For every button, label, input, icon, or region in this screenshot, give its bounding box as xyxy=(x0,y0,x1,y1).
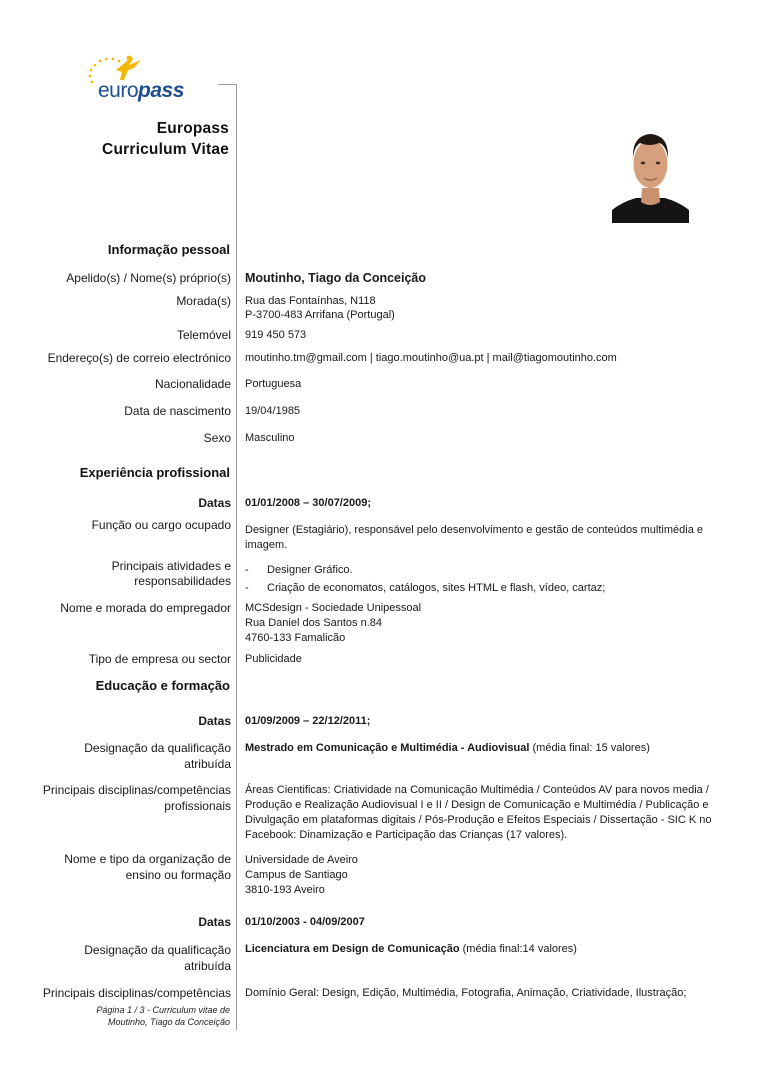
footer-line1: Página 1 / 3 - Curriculum vitae de xyxy=(96,1005,230,1015)
value-edu1-dates: 01/09/2009 – 22/12/2011; xyxy=(245,715,371,727)
value-sex: Masculino xyxy=(245,432,295,444)
logo-text-bold: pass xyxy=(138,79,184,102)
label-birthdate: Data de nascimento xyxy=(124,404,231,418)
bullet-dash: - xyxy=(245,582,249,594)
value-email[interactable]: moutinho.tm@gmail.com | tiago.moutinho@ua.pt | mail@tiagomoutinho.com xyxy=(245,352,617,364)
label-edu1-disc-line2: profissionais xyxy=(164,799,231,813)
label-edu2-dates: Datas xyxy=(198,915,231,929)
label-edu1-qual-line1: Designação da qualificação xyxy=(84,741,231,755)
profile-photo xyxy=(612,118,689,223)
label-sex: Sexo xyxy=(203,431,231,445)
value-employer-line3: 4760-133 Famalicão xyxy=(245,632,346,644)
edu1-qual-bold: Mestrado em Comunicação e Multimédia - Audiovisual xyxy=(245,742,530,754)
value-nationality: Portuguesa xyxy=(245,378,302,390)
value-employer-line2: Rua Daniel dos Santos n.84 xyxy=(245,617,382,629)
value-birthdate: 19/04/1985 xyxy=(245,405,301,417)
label-activities-line2: responsabilidades xyxy=(134,574,231,588)
cv-divider-tick xyxy=(218,84,237,85)
value-role-line1: Designer (Estagiário), responsável pelo desenvolvimento e gestão de conteúdos multimédia e xyxy=(245,524,703,536)
value-role-line2: imagem. xyxy=(245,539,288,551)
label-role: Função ou cargo ocupado xyxy=(91,518,231,532)
doc-title-line1: Europass xyxy=(156,120,229,137)
label-employer: Nome e morada do empregador xyxy=(60,601,231,615)
value-edu2-qual xyxy=(245,942,577,957)
label-email: Endereço(s) de correio electrónico xyxy=(47,351,231,365)
label-address: Morada(s) xyxy=(176,294,231,308)
section-title-education: Educação e formação xyxy=(95,678,230,693)
value-name: Moutinho, Tiago da Conceição xyxy=(245,271,427,285)
value-edu2-disc-line1: Domínio Geral: Design, Edição, Multimédia, Fotografia, Animação, Criatividade, Ilustração; xyxy=(245,987,687,999)
value-edu1-org-line2: Campus de Santiago xyxy=(245,869,348,881)
activity-text: Criação de economatos, catálogos, sites HTML e flash, vídeo, cartaz; xyxy=(267,582,606,594)
value-edu1-disc-line1: Áreas Cientificas: Criatividade na Comunicação Multimédia / Conteúdos AV para novos media / xyxy=(245,784,709,796)
logo-text-light: euro xyxy=(98,79,139,102)
value-exp-dates: 01/01/2008 – 30/07/2009; xyxy=(245,497,372,509)
value-sector: Publicidade xyxy=(245,653,302,665)
label-edu2-qual-line1: Designação da qualificação xyxy=(84,943,231,957)
label-name: Apelido(s) / Nome(s) próprio(s) xyxy=(66,271,231,285)
value-edu1-qual xyxy=(245,741,650,756)
value-address-line1: Rua das Fontaínhas, N118 xyxy=(245,295,376,307)
value-edu1-disc-line2: Produção e Realização Audiovisual I e II / Design de Comunicação e Multimédia / Publicação e xyxy=(245,799,709,811)
europass-logo xyxy=(86,54,186,108)
cv-divider-line xyxy=(236,84,237,1030)
activity-item xyxy=(245,563,353,578)
label-edu1-org-line1: Nome e tipo da organização de xyxy=(64,852,231,866)
edu2-qual-rest: (média final:14 valores) xyxy=(459,943,577,955)
activity-item xyxy=(245,581,605,596)
label-sector: Tipo de empresa ou sector xyxy=(88,652,231,666)
label-phone: Telemóvel xyxy=(176,328,231,342)
edu1-qual-rest: (média final: 15 valores) xyxy=(529,742,650,754)
label-edu1-org-line2: ensino ou formação xyxy=(125,868,231,882)
edu2-qual-bold: Licenciatura em Design de Comunicação xyxy=(245,943,460,955)
value-address-line2: P-3700-483 Arrifana (Portugal) xyxy=(245,309,395,321)
label-edu1-disc-line1: Principais disciplinas/competências xyxy=(42,783,231,797)
label-edu1-dates: Datas xyxy=(198,714,231,728)
label-edu1-qual-line2: atribuída xyxy=(184,757,231,771)
section-title-experience: Experiência profissional xyxy=(79,465,230,480)
value-edu1-disc-line4: Facebook: Dinamização e Participação das Crianças (17 valores). xyxy=(245,829,568,841)
value-employer-line1: MCSdesign - Sociedade Unipessoal xyxy=(245,602,422,614)
europass-logo-text xyxy=(98,79,184,103)
label-exp-dates: Datas xyxy=(198,496,231,510)
bullet-dash: - xyxy=(245,564,249,576)
label-activities-line1: Principais atividades e xyxy=(111,559,231,573)
section-title-personal: Informação pessoal xyxy=(107,242,230,257)
doc-title-line2: Curriculum Vitae xyxy=(102,141,229,158)
value-phone: 919 450 573 xyxy=(245,329,307,341)
footer-line2: Moutinho, Tiago da Conceição xyxy=(108,1017,230,1027)
page-footer xyxy=(96,1004,230,1028)
activity-text: Designer Gráfico. xyxy=(267,564,353,576)
value-edu1-org-line1: Universidade de Aveiro xyxy=(245,854,358,866)
value-edu1-org-line3: 3810-193 Aveiro xyxy=(245,884,325,896)
value-edu1-disc-line3: Divulgação em plataformas digitais / Pós-Produção e Efeitos Especiais / Dissertação - SIC K no xyxy=(245,814,712,826)
label-edu2-disc-line1: Principais disciplinas/competências xyxy=(42,986,231,1000)
label-edu2-qual-line2: atribuída xyxy=(184,959,231,973)
value-edu2-dates: 01/10/2003 - 04/09/2007 xyxy=(245,916,365,928)
label-nationality: Nacionalidade xyxy=(154,377,231,391)
